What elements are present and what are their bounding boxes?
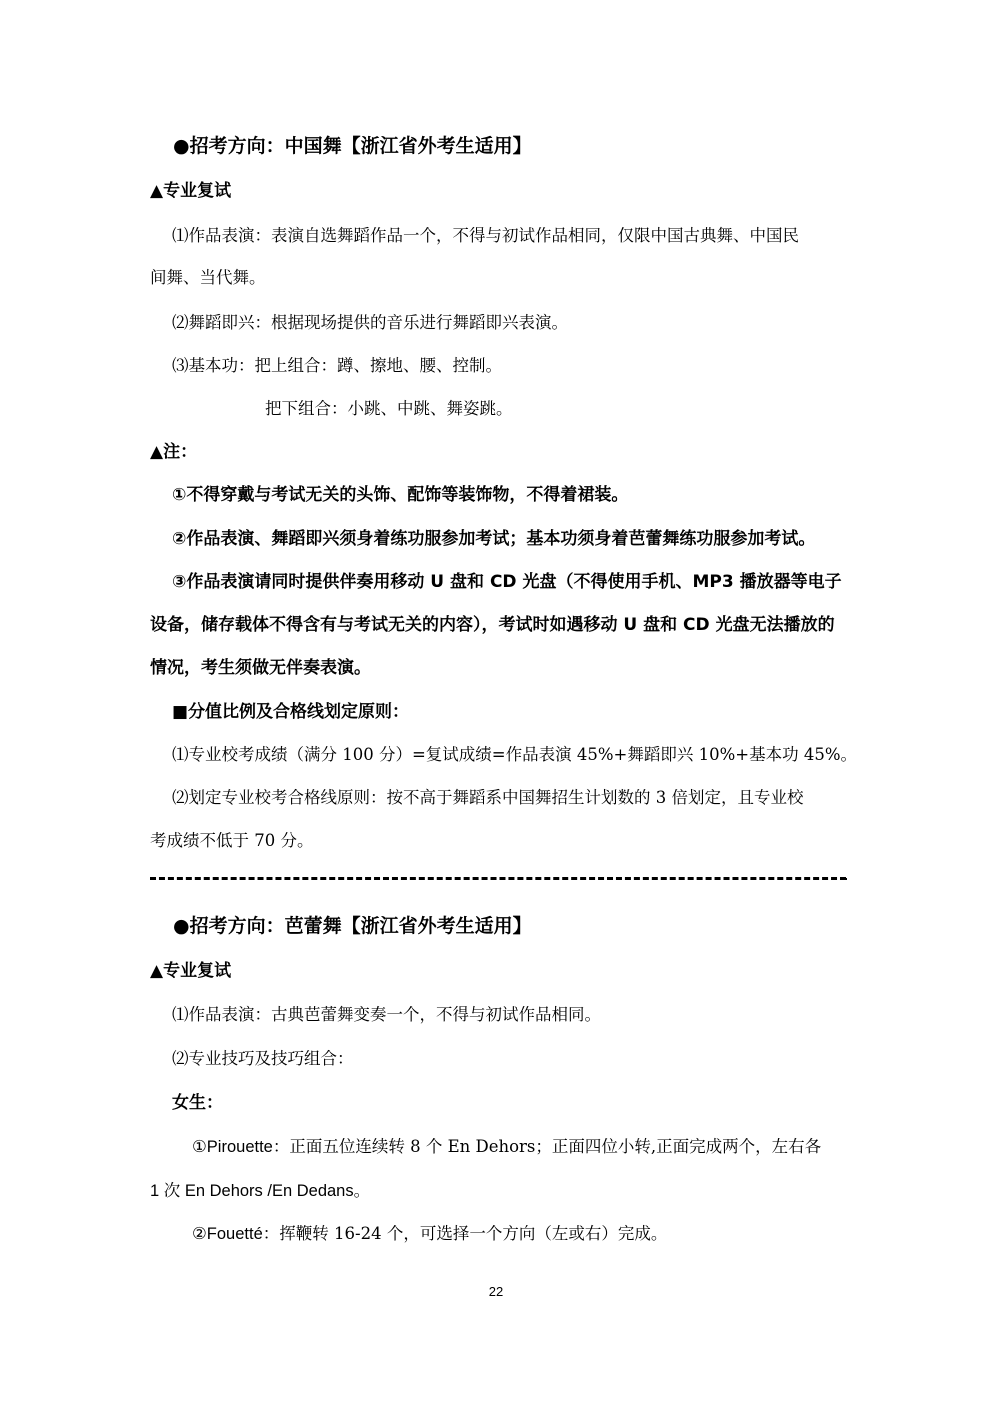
item-marker: ②: [192, 1224, 207, 1243]
technique-text: 1 次 En Dehors /En Dedans。: [150, 1182, 371, 1200]
paragraph-line: ⑴作品表演：表演自选舞蹈作品一个，不得与初试作品相同，仅限中国古典舞、中国民: [172, 226, 799, 245]
paragraph-line: ⑴作品表演：古典芭蕾舞变奏一个，不得与初试作品相同。: [172, 1005, 601, 1024]
page-number: 22: [488, 1284, 504, 1299]
note-line: ③作品表演请同时提供伴奏用移动 U 盘和 CD 光盘（不得使用手机、MP3 播放器等电子: [172, 572, 842, 592]
paragraph-line: ⑵专业技巧及技巧组合：: [172, 1049, 354, 1068]
note-line: ②作品表演、舞蹈即兴须身着练功服参加考试；基本功须身着芭蕾舞练功服参加考试。: [172, 529, 816, 549]
note-heading: ▲注：: [150, 442, 198, 462]
item-marker: ①: [192, 1137, 207, 1156]
subheading: ▲专业复试: [150, 961, 232, 981]
paragraph-line: 考成绩不低于 70 分。: [150, 831, 314, 850]
paragraph-line: ⑵舞蹈即兴：根据现场提供的音乐进行舞蹈即兴表演。: [172, 313, 568, 332]
paragraph-line: 把下组合：小跳、中跳、舞姿跳。: [265, 399, 513, 418]
female-heading: 女生：: [172, 1093, 223, 1113]
technique-text: ：正面五位连续转 8 个 En Dehors；正面四位小转,正面完成两个，左右各: [272, 1137, 822, 1156]
note-line: 设备，储存载体不得含有与考试无关的内容），考试时如遇移动 U 盘和 CD 光盘无法播放的: [150, 615, 835, 635]
note-line: ①不得穿戴与考试无关的头饰、配饰等装饰物，不得着裙装。: [172, 485, 629, 505]
technique-line: [192, 1137, 821, 1157]
technique-term: Fouetté: [206, 1225, 263, 1243]
paragraph-line: 间舞、当代舞。: [150, 268, 266, 287]
score-heading: ■分值比例及合格线划定原则：: [172, 702, 410, 722]
paragraph-line: ⑵划定专业校考合格线原则：按不高于舞蹈系中国舞招生计划数的 3 倍划定，且专业校: [172, 788, 804, 807]
note-line: 情况，考生须做无伴奏表演。: [150, 658, 371, 678]
divider-end-dot: [845, 878, 847, 880]
paragraph-line: ⑴专业校考成绩（满分 100 分）=复试成绩=作品表演 45%+舞蹈即兴 10%+基本功 45%。: [172, 745, 858, 764]
section-heading: ●招考方向：中国舞【浙江省外考生适用】: [173, 135, 532, 157]
section-heading: ●招考方向：芭蕾舞【浙江省外考生适用】: [173, 915, 532, 937]
paragraph-line: ⑶基本功：把上组合：蹲、擦地、腰、控制。: [172, 356, 502, 375]
technique-term: Pirouette: [206, 1138, 273, 1156]
technique-text: ：挥鞭转 16-24 个，可选择一个方向（左或右）完成。: [262, 1224, 668, 1243]
technique-line: [192, 1224, 667, 1244]
dashed-divider: [150, 877, 846, 880]
subheading: ▲专业复试: [150, 181, 232, 201]
technique-line: [150, 1181, 370, 1201]
